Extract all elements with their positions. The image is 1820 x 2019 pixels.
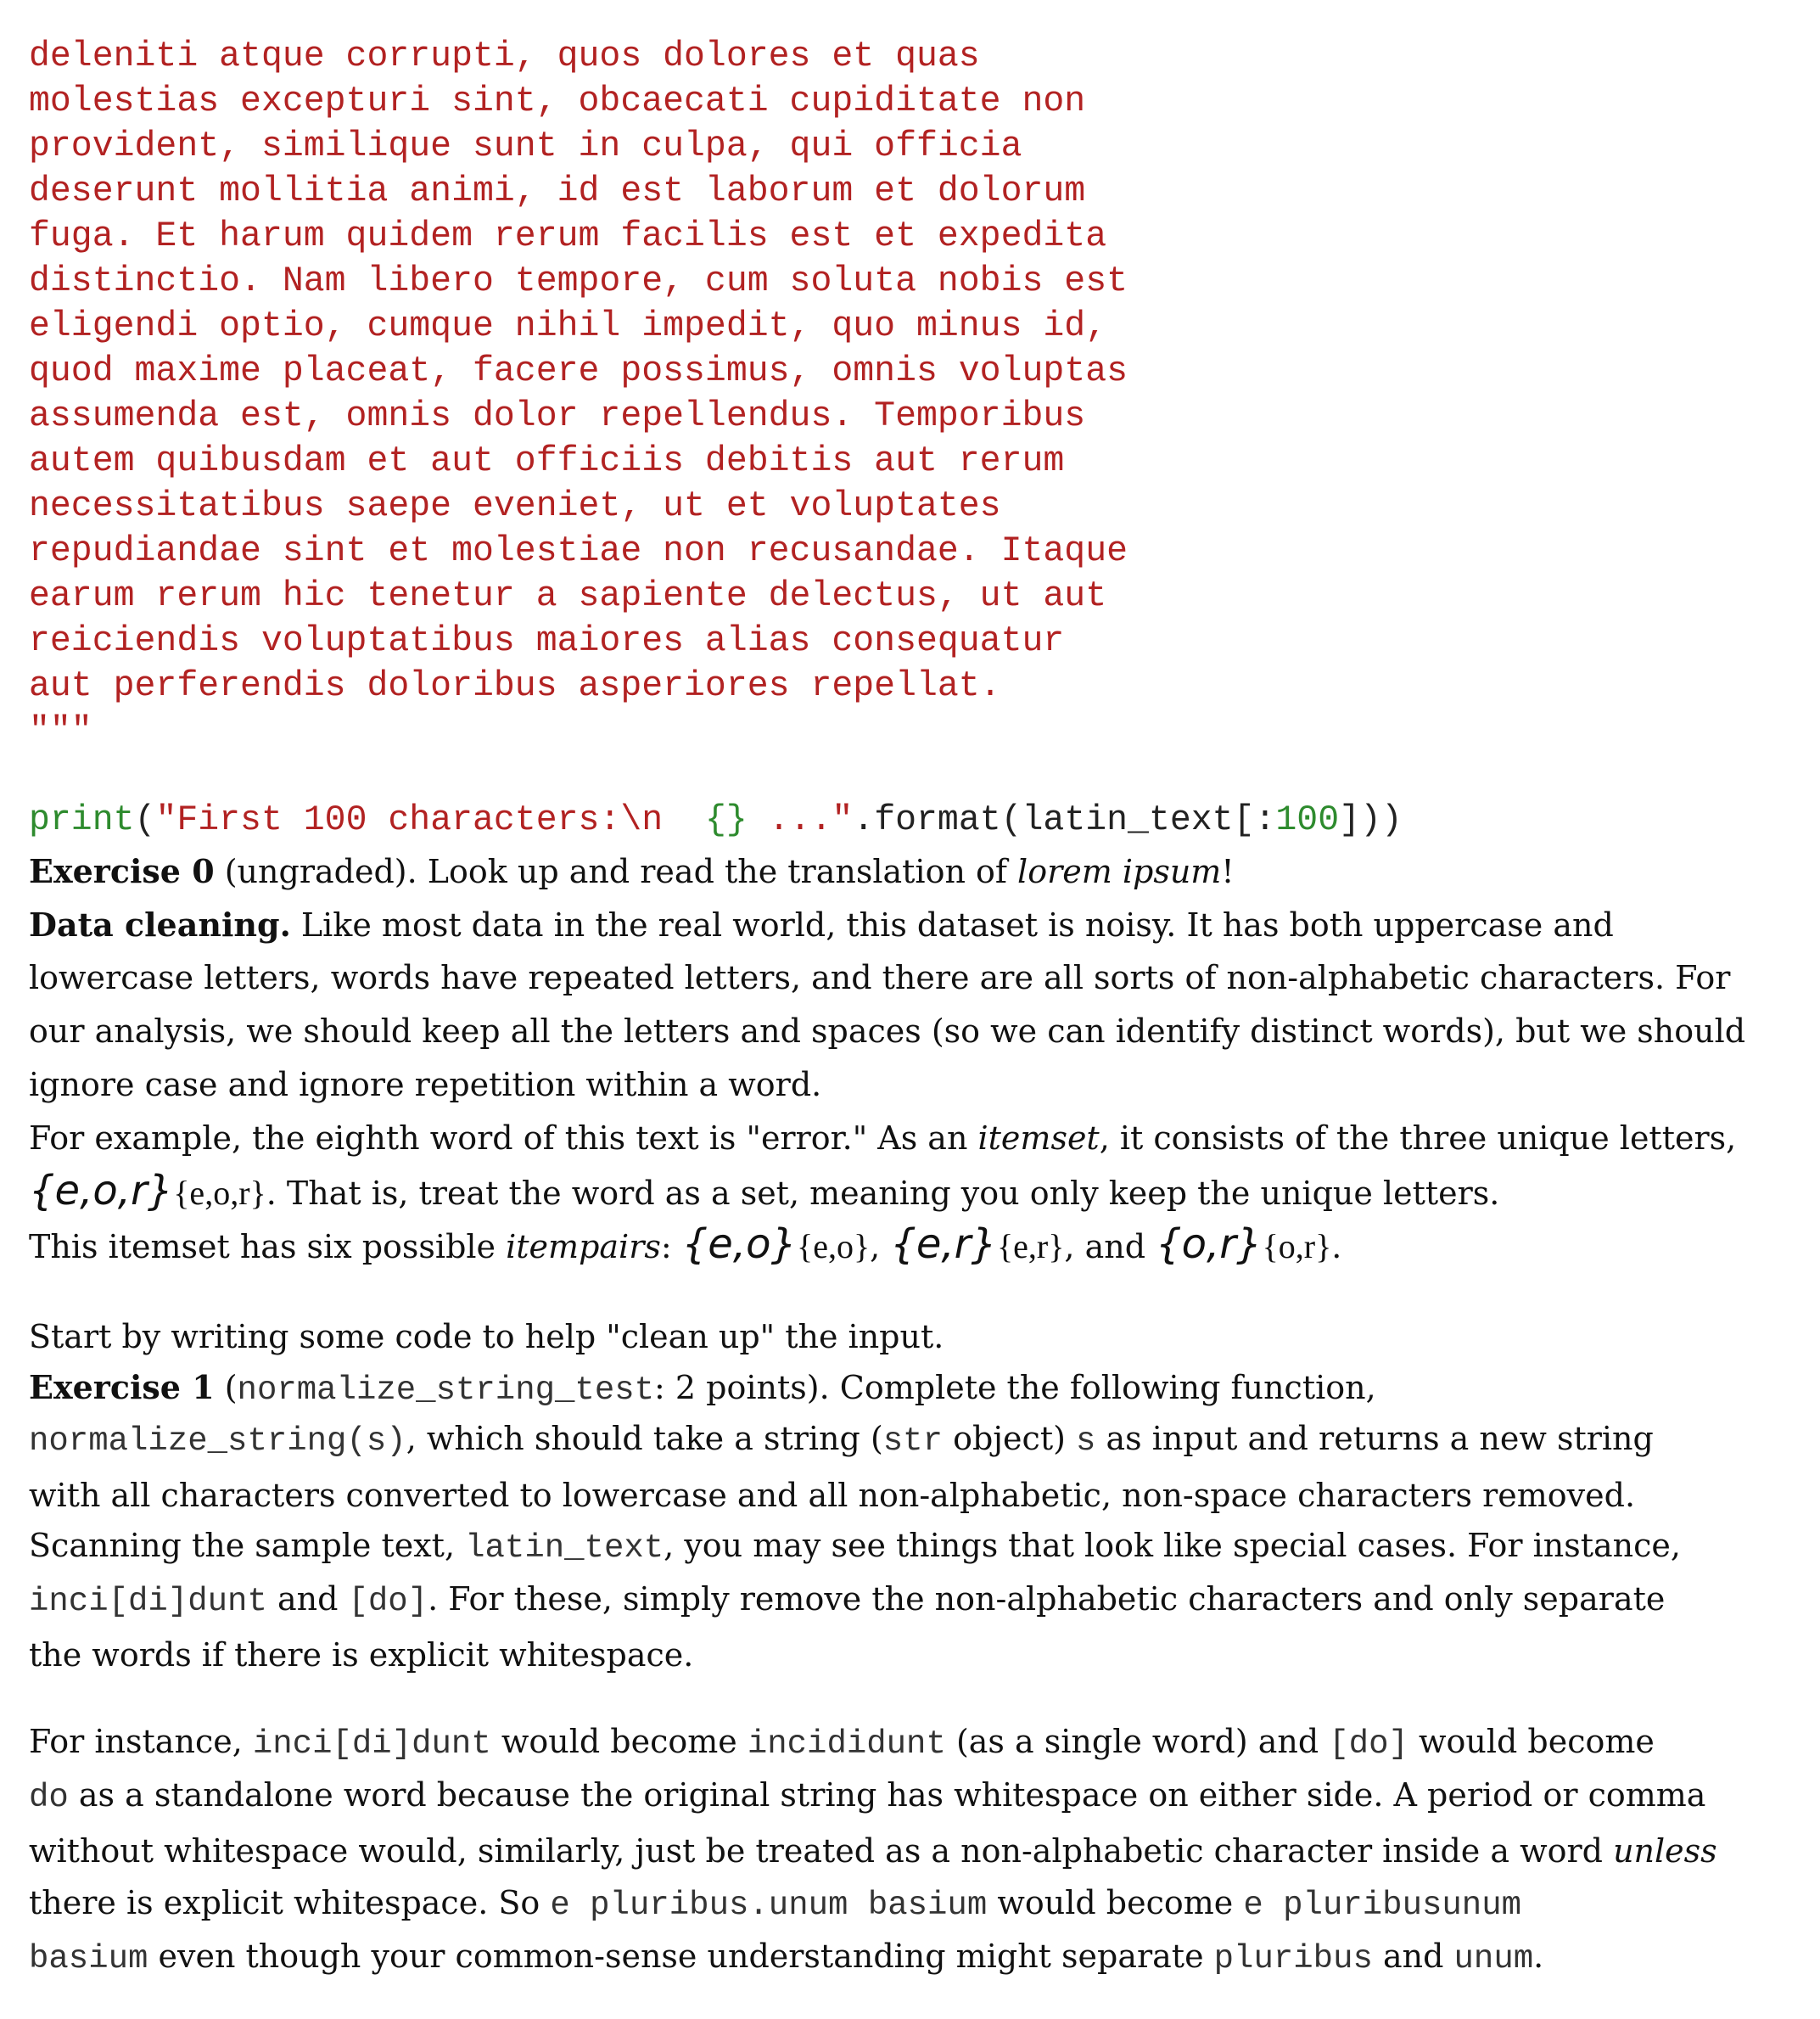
code-line: fuga. Et harum quidem rerum facilis est et expedita (29, 216, 1107, 256)
example-line-2: {e,o,r}{e,o,r}. That is, treat the word as a set, meaning you only keep the unique letters. (29, 1167, 1500, 1214)
code-line: assumenda est, omnis dolor repellendus. Temporibus (29, 396, 1086, 436)
print-number: 100 (1275, 800, 1340, 840)
instance-line-2: do as a standalone word because the original string has whitespace on either side. A period or comma (29, 1776, 1706, 1816)
data-cleaning-line-4: ignore case and ignore repetition within a word. (29, 1066, 822, 1103)
exercise-0-label: Exercise 0 (29, 852, 215, 890)
latin-text-code-block (29, 34, 1128, 754)
example-line-3: This itemset has six possible itempairs: {e,o}{e,o}, {e,r}{e,r}, and {o,r}{o,r}. (29, 1220, 1342, 1268)
exercise-0-line: Exercise 0 (ungraded). Look up and read the translation of lorem ipsum! (29, 852, 1235, 890)
code-line: autem quibusdam et aut officiis debitis aut rerum (29, 441, 1065, 481)
print-keyword: print (29, 800, 135, 840)
code-line: provident, similique sunt in culpa, qui officia (29, 126, 1022, 166)
code-line: repudiandae sint et molestiae non recusandae. Itaque (29, 531, 1128, 571)
code-line: aut perferendis doloribus asperiores repellat. (29, 666, 1001, 706)
print-statement: print("First 100 characters:\n {} ...".format(latin_text[:100])) (29, 800, 1403, 840)
data-cleaning-line-1: Data cleaning. Like most data in the real world, this dataset is noisy. It has both uppercase and (29, 906, 1614, 944)
exercise-1-line-5: inci[di]dunt and [do]. For these, simply remove the non-alphabetic characters and only separate (29, 1580, 1666, 1620)
instance-line-5: basium even though your common-sense understanding might separate pluribus and unum. (29, 1938, 1544, 1977)
code-line: earum rerum hic tenetur a sapiente delectus, ut aut (29, 576, 1107, 616)
code-line: eligendi optio, cumque nihil impedit, quo minus id, (29, 306, 1107, 346)
instance-line-4: there is explicit whitespace. So e pluribus.unum basium would become e pluribusunum (29, 1884, 1521, 1924)
instance-line-1: For instance, inci[di]dunt would become incididunt (as a single word) and [do] would become (29, 1723, 1655, 1763)
example-line-1: For example, the eighth word of this text is "error." As an itemset, it consists of the three unique letters, (29, 1119, 1737, 1157)
exercise-1-line-3: with all characters converted to lowercase and all non-alphabetic, non-space characters removed. (29, 1477, 1636, 1514)
exercise-1-line-2: normalize_string(s), which should take a string (str object) s as input and returns a new string (29, 1420, 1654, 1460)
instance-line-3: without whitespace would, similarly, just be treated as a non-alphabetic character inside a word unless (29, 1832, 1717, 1870)
code-line: necessitatibus saepe eveniet, ut et voluptates (29, 486, 1001, 526)
exercise-1-line-1: Exercise 1 (normalize_string_test: 2 points). Complete the following function, (29, 1368, 1376, 1409)
code-line: molestias excepturi sint, obcaecati cupiditate non (29, 81, 1086, 121)
exercise-1-line-6: the words if there is explicit whitespace. (29, 1636, 694, 1674)
start-line: Start by writing some code to help "clean up" the input. (29, 1318, 944, 1355)
code-line: """ (29, 711, 92, 751)
data-cleaning-line-3: our analysis, we should keep all the letters and spaces (so we can identify distinct words), but we should (29, 1012, 1746, 1050)
code-line: deserunt mollitia animi, id est laborum et dolorum (29, 171, 1086, 211)
code-line: quod maxime placeat, facere possimus, omnis voluptas (29, 351, 1128, 391)
exercise-1-line-4: Scanning the sample text, latin_text, you may see things that look like special cases. For instance, (29, 1527, 1681, 1567)
exercise-1-label: Exercise 1 (29, 1368, 215, 1406)
code-line: deleniti atque corrupti, quos dolores et quas (29, 36, 980, 76)
data-cleaning-line-2: lowercase letters, words have repeated letters, and there are all sorts of non-alphabetic characters. For (29, 959, 1731, 996)
data-cleaning-label: Data cleaning. (29, 906, 291, 944)
code-line: reiciendis voluptatibus maiores alias consequatur (29, 621, 1065, 661)
code-line: distinctio. Nam libero tempore, cum soluta nobis est (29, 261, 1128, 301)
print-string: "First 100 characters:\n (155, 800, 705, 840)
